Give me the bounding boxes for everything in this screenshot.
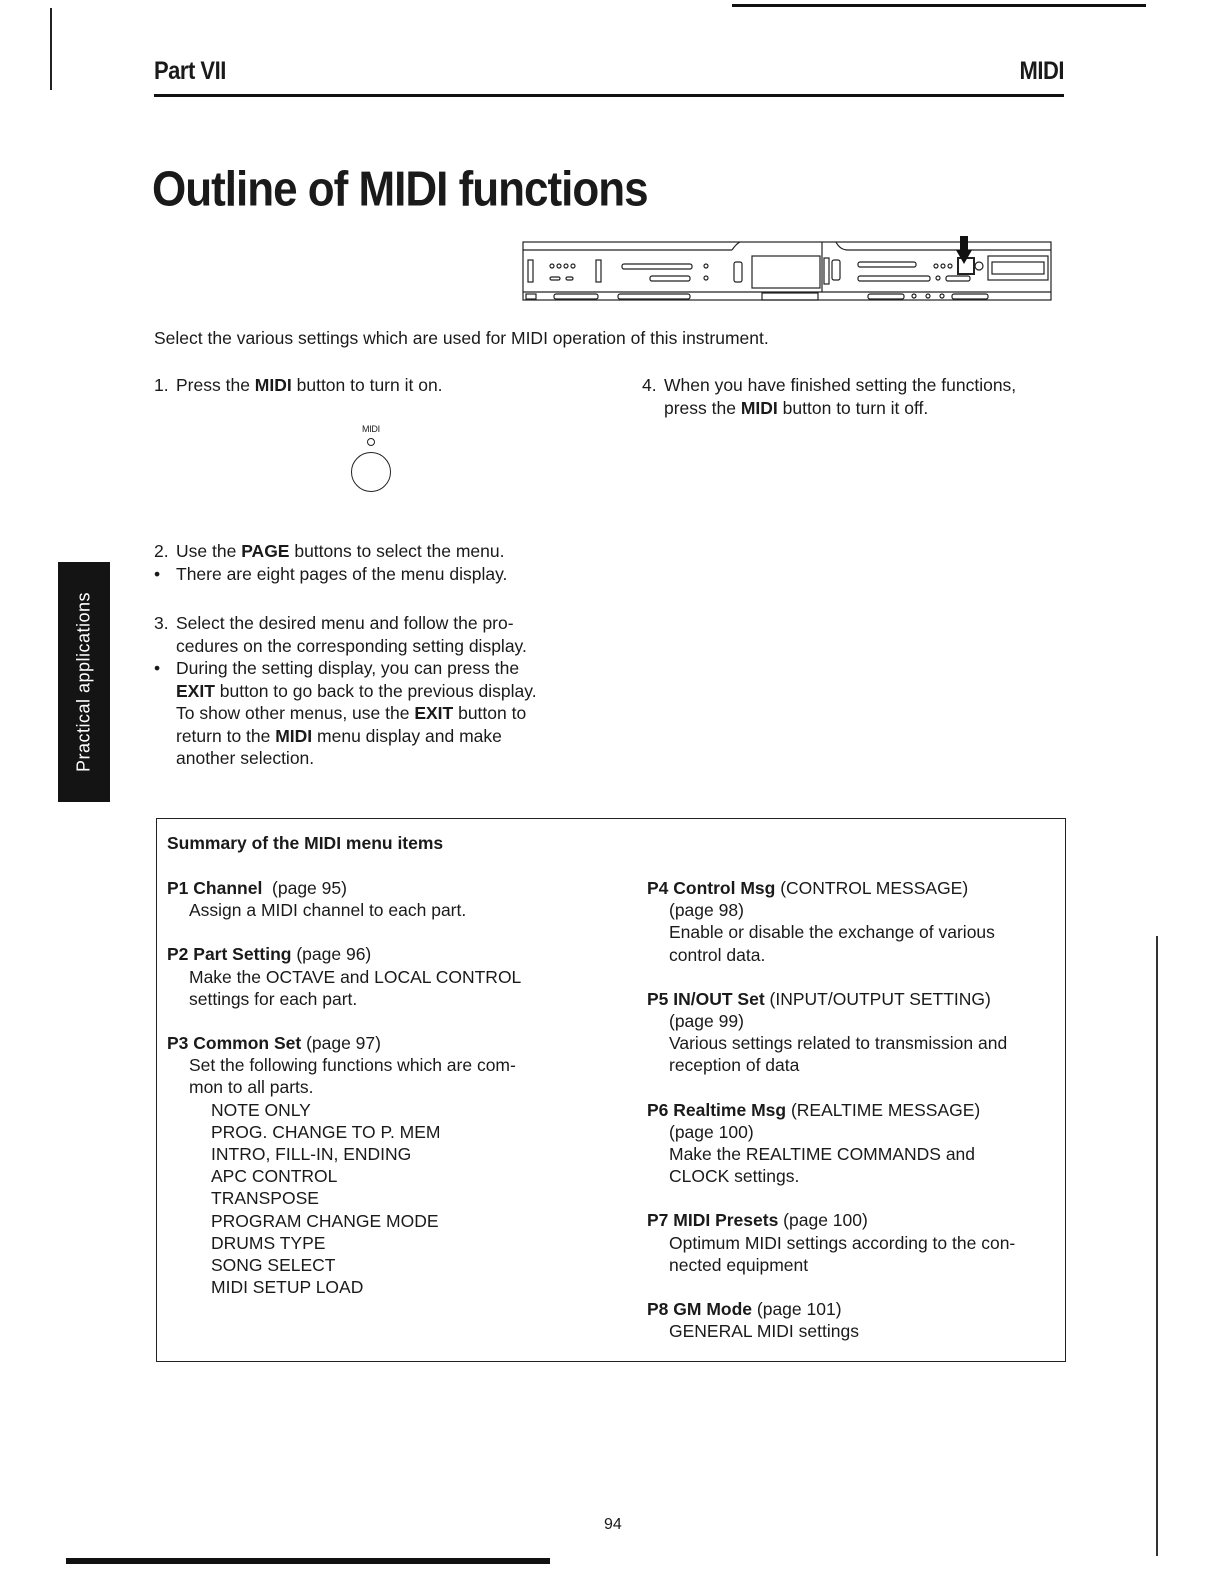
menu-item-ref: (page 97) [301,1033,381,1054]
menu-item-name: P6 Realtime Msg [647,1099,787,1120]
function-item: SONG SELECT [211,1255,336,1276]
bullet-text: button to [453,703,527,723]
menu-item-desc: mon to all parts. [189,1077,314,1098]
bullet-text: There are eight pages of the menu display. [176,563,508,584]
menu-item-ref: (page 100) [778,1210,868,1231]
menu-item-name: P1 Channel [167,878,263,898]
menu-item-desc: Set the following functions which are com- [189,1055,516,1076]
function-item: APC CONTROL [211,1166,338,1187]
step-text: cedures on the corresponding setting display. [176,635,527,656]
menu-item-ref: (page 96) [291,944,372,965]
step-text: button to turn it off. [777,397,929,418]
bullet-text: menu display and make [312,725,502,746]
menu-item-p6 [647,1099,1057,1188]
step-4 [642,374,1066,419]
function-item: PROGRAM CHANGE MODE [211,1210,439,1231]
menu-item-desc: settings for each part. [189,988,358,1009]
menu-item-desc: control data. [669,944,766,965]
menu-item-desc: Make the REALTIME COMMANDS and [669,1144,976,1165]
section-side-tab [58,562,110,802]
menu-item-desc: nected equipment [669,1254,809,1275]
menu-item-desc: reception of data [669,1055,800,1076]
function-item: PROG. CHANGE TO P. MEM [211,1121,441,1142]
step-text: When you have finished setting the functions, [664,375,1017,395]
menu-item-name: P2 Part Setting [167,944,292,965]
menu-item-desc: Various settings related to transmission and [669,1033,1008,1054]
step-number: 1. [154,375,169,395]
step-text: press the [664,397,741,418]
menu-item-desc: CLOCK settings. [669,1166,800,1187]
menu-item-p3 [167,1032,593,1298]
bullet-icon: • [154,563,161,584]
summary-box [156,818,1066,1362]
menu-item-ref: (REALTIME MESSAGE) [786,1099,981,1120]
menu-item-ref: (page 101) [752,1299,842,1320]
menu-item-desc: Make the OCTAVE and LOCAL CONTROL [189,966,522,987]
bullet-text: To show other menus, use the [176,703,415,723]
step-text: Press the [176,375,255,395]
step-text: buttons to select the menu. [289,541,505,561]
indicator-led-icon [367,438,375,446]
bullet-text: button to go back to the previous display. [214,680,537,701]
function-item: MIDI SETUP LOAD [211,1277,364,1298]
step-text: button to turn it on. [291,375,443,395]
menu-item-page: (page 99) [669,1011,744,1032]
midi-keyword: MIDI [740,397,778,418]
summary-left-column [167,877,593,1320]
page-number: 94 [604,1516,622,1533]
bullet-icon: • [154,658,161,678]
page-keyword: PAGE [241,541,290,561]
summary-right-column [647,877,1057,1364]
step-2 [154,540,580,585]
step-number: 4. [642,375,657,395]
exit-keyword: EXIT [414,703,454,723]
step-text: Select the desired menu and follow the pro- [176,613,514,633]
header-part: Part VII [154,56,226,85]
menu-item-desc: Enable or disable the exchange of various [669,922,995,943]
midi-keyword: MIDI [254,375,292,395]
menu-item-p2 [167,943,593,1010]
midi-keyword: MIDI [275,725,313,746]
menu-item-desc: GENERAL MIDI settings [669,1321,859,1342]
menu-item-p4 [647,877,1057,966]
midi-button[interactable] [346,424,398,504]
function-item: TRANSPOSE [211,1188,319,1209]
menu-item-name: P3 Common Set [167,1033,302,1054]
menu-item-name: P5 IN/OUT Set [647,988,765,1009]
scan-mark-right [1156,936,1158,1556]
exit-keyword: EXIT [176,680,215,701]
button-circle-icon [351,452,391,492]
bullet-text: return to the [176,725,276,746]
menu-item-name: P4 Control Msg [647,878,776,898]
scan-mark-left [50,8,52,90]
header-section: MIDI [1019,56,1064,85]
menu-item-ref: (page 95) [262,878,347,898]
step-3 [154,612,580,770]
menu-item-ref: (CONTROL MESSAGE) [775,878,969,898]
step-number: 2. [154,541,169,561]
bullet-text: During the setting display, you can press the [176,658,520,678]
summary-title: Summary of the MIDI menu items [167,833,444,853]
menu-item-p5 [647,988,1057,1077]
function-item: NOTE ONLY [211,1099,311,1120]
step-1 [154,374,580,397]
function-item: INTRO, FILL-IN, ENDING [211,1144,412,1165]
menu-item-desc: Optimum MIDI settings according to the con- [669,1232,1016,1253]
step-text: Use the [176,541,242,561]
bullet-text: another selection. [176,748,315,768]
step-number: 3. [154,613,169,633]
menu-item-page: (page 100) [669,1121,754,1142]
scan-rule-top [732,4,1146,7]
control-panel-diagram [522,236,1054,302]
menu-item-p7 [647,1209,1057,1276]
instrument-control-panel-icon [522,236,1054,302]
midi-button-label: MIDI [362,424,380,434]
menu-item-page: (page 98) [669,900,744,921]
menu-item-name: P7 MIDI Presets [647,1210,779,1231]
side-tab-label: Practical applications [73,591,94,773]
menu-item-desc: Assign a MIDI channel to each part. [189,900,467,921]
function-item: DRUMS TYPE [211,1232,326,1253]
page-title: Outline of MIDI functions [152,162,648,217]
menu-item-p1 [167,877,593,921]
header-divider [154,94,1064,97]
menu-item-p8 [647,1298,1057,1342]
menu-item-name: P8 GM Mode [647,1299,753,1320]
menu-item-ref: (INPUT/OUTPUT SETTING) [764,988,991,1009]
intro-text: Select the various settings which are used for MIDI operation of this instrument. [154,328,769,348]
scan-rule-bottom [66,1558,550,1564]
